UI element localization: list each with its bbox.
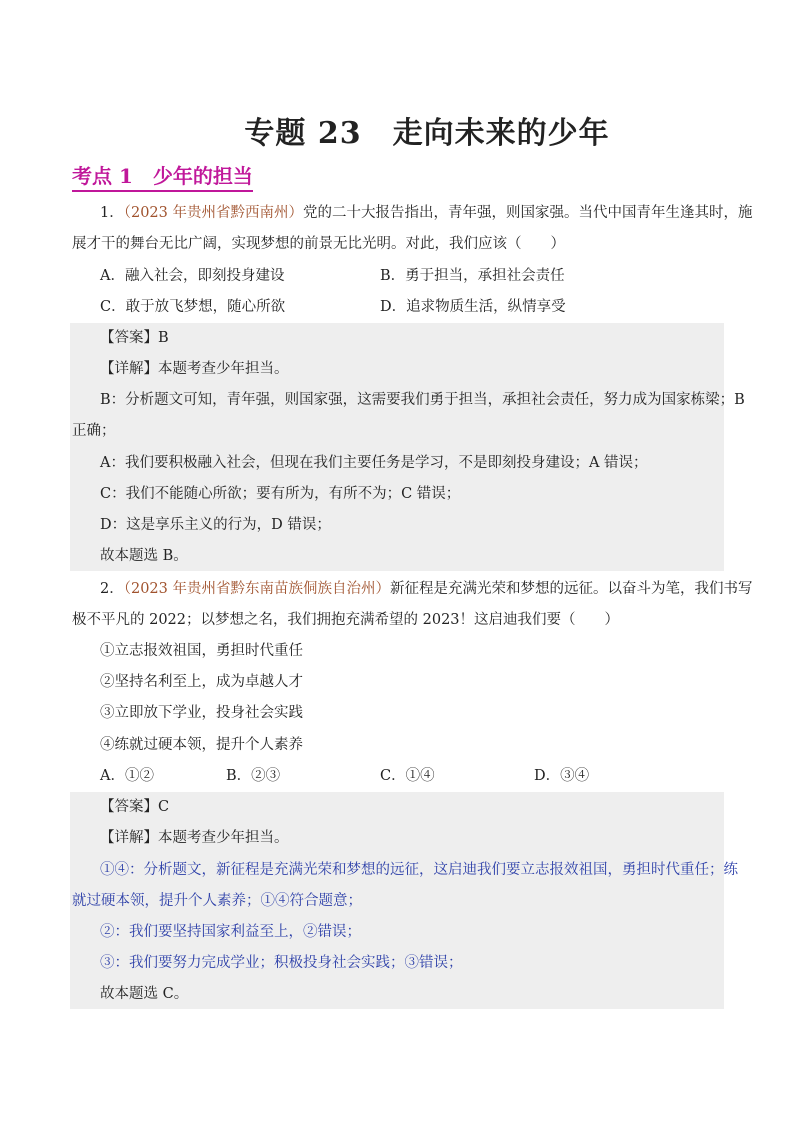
q1-option-c: C．敢于放飞梦想，随心所欲 [100, 299, 286, 315]
q1-conclusion: 故本题选 B。 [100, 548, 188, 564]
q1-option-d: D．追求物质生活，纵情享受 [380, 299, 566, 315]
q2-item: ④练就过硬本领，提升个人素养 [100, 737, 303, 753]
q2-item: ②坚持名利至上，成为卓越人才 [100, 674, 303, 690]
q2-analysis-line: 就过硬本领，提升个人素养；①④符合题意； [72, 893, 362, 909]
q1-answer: 【答案】B [100, 330, 169, 346]
q2-item: ①立志报效祖国，勇担时代重任 [100, 643, 303, 659]
question-1-stem [72, 198, 753, 229]
q1-detail: 【详解】本题考查少年担当。 [100, 361, 289, 377]
q2-option-c: C．①④ [380, 768, 435, 784]
question-source: （2023 年贵州省黔西南州） [123, 205, 303, 221]
question-text: 新征程是充满光荣和梦想的远征。以奋斗为笔，我们书写 [390, 581, 753, 597]
q2-answer: 【答案】C [100, 799, 170, 815]
q2-conclusion: 故本题选 C。 [100, 986, 189, 1002]
question-number: 2． [100, 581, 124, 597]
q2-option-b: B．②③ [226, 768, 281, 784]
q2-analysis-line: ②：我们要坚持国家利益至上，②错误； [100, 924, 361, 940]
q1-option-b: B．勇于担当，承担社会责任 [380, 268, 565, 284]
q2-analysis-line: ①④：分析题文，新征程是充满光荣和梦想的远征，这启迪我们要立志报效祖国，勇担时代重任；练 [100, 862, 738, 878]
question-2-stem-cont: 极不平凡的 2022；以梦想之名，我们拥抱充满希望的 2023！这启迪我们要（ ） [72, 612, 620, 628]
q1-analysis-line: C：我们不能随心所欲；要有所为，有所不为；C 错误； [100, 486, 461, 502]
question-source: （2023 年贵州省黔东南苗族侗族自治州） [123, 581, 390, 597]
q2-analysis-line: ③：我们要努力完成学业；积极投身社会实践；③错误； [100, 955, 463, 971]
section-heading: 考点 1 少年的担当 [72, 163, 253, 192]
page-title: 专题 23 走向未来的少年 [244, 116, 610, 151]
q2-option-d: D．③④ [534, 768, 590, 784]
q2-item: ③立即放下学业，投身社会实践 [100, 705, 303, 721]
question-text: 党的二十大报告指出，青年强，则国家强。当代中国青年生逢其时，施 [303, 205, 753, 221]
q1-analysis-line: B：分析题文可知，青年强，则国家强，这需要我们勇于担当，承担社会责任，努力成为国家栋梁；B [100, 392, 745, 408]
q2-detail: 【详解】本题考查少年担当。 [100, 830, 289, 846]
q1-option-a: A．融入社会，即刻投身建设 [100, 268, 285, 284]
question-number: 1． [100, 205, 124, 221]
q2-option-a: A．①② [100, 768, 154, 784]
q1-analysis-line: D：这是享乐主义的行为，D 错误； [100, 517, 331, 533]
question-2-stem [72, 574, 753, 605]
question-1-stem-cont: 展才干的舞台无比广阔，实现梦想的前景无比光明。对此，我们应该（ ） [72, 236, 565, 252]
q1-analysis-line: A：我们要积极融入社会，但现在我们主要任务是学习，不是即刻投身建设；A 错误； [100, 455, 648, 471]
q1-analysis-line: 正确； [72, 423, 116, 439]
